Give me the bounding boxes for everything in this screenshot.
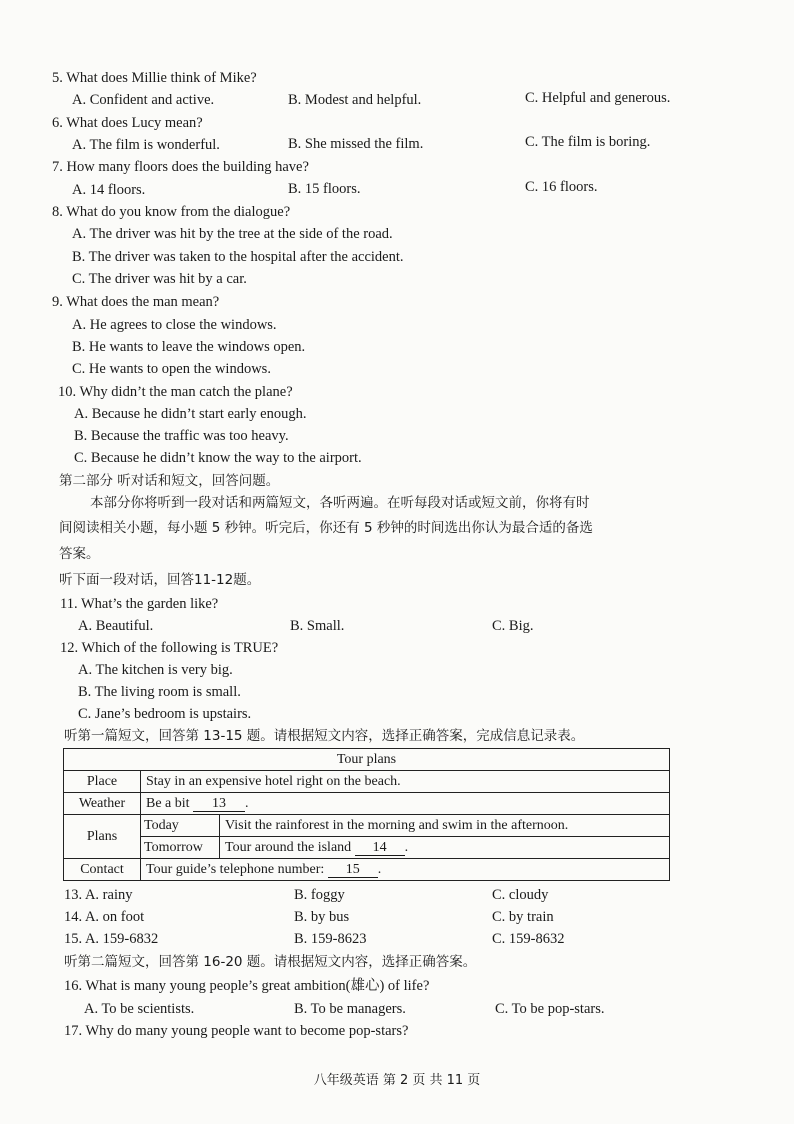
question-stem: 10. Why didn’t the man catch the plane?: [58, 384, 293, 400]
section-intro: 本部分你将听到一段对话和两篇短文，各听两遍。在听每段对话或短文前，你将有时: [90, 495, 590, 511]
option-b[interactable]: B. Because the traffic was too heavy.: [74, 428, 289, 444]
option-b[interactable]: B. He wants to leave the windows open.: [72, 339, 306, 355]
option-b[interactable]: B. The living room is small.: [78, 684, 241, 700]
section-intro: 间阅读相关小题，每小题 5 秒钟。听完后，你还有 5 秒钟的时间选出你认为最合适的备选: [59, 520, 593, 536]
option-b[interactable]: B. Modest and helpful.: [288, 92, 422, 108]
option-c[interactable]: C. Jane’s bedroom is upstairs.: [78, 706, 252, 722]
passage2-instruction: 听第二篇短文，回答第 16-20 题。请根据短文内容，选择正确答案。: [64, 954, 477, 970]
option-a[interactable]: 13. A. rainy: [64, 887, 133, 903]
option-c[interactable]: C. The film is boring.: [525, 134, 651, 150]
option-b[interactable]: B. 15 floors.: [288, 181, 361, 197]
weather-value: Be a bit 13 .: [141, 793, 670, 815]
row-label-today: Today: [141, 815, 220, 837]
option-a[interactable]: A. He agrees to close the windows.: [72, 317, 277, 333]
row-label-contact: Contact: [64, 859, 141, 881]
contact-value: Tour guide’s telephone number: 15 .: [141, 859, 670, 881]
option-a[interactable]: 15. A. 159-6832: [64, 931, 159, 947]
option-b[interactable]: B. 159-8623: [294, 931, 367, 947]
tomorrow-value: Tour around the island 14 .: [220, 837, 670, 859]
option-b[interactable]: B. foggy: [294, 887, 345, 903]
option-a[interactable]: A. Beautiful.: [78, 618, 154, 634]
section-intro: 答案。: [59, 546, 100, 562]
row-label-plans: Plans: [64, 815, 141, 859]
dialogue-instruction: 听下面一段对话，回答11-12题。: [59, 572, 261, 588]
question-stem: 7. How many floors does the building have?: [52, 159, 309, 175]
question-stem: 16. What is many young people’s great ambition(雄心) of life?: [64, 978, 430, 994]
option-a[interactable]: A. Confident and active.: [72, 92, 215, 108]
option-c[interactable]: C. Helpful and generous.: [525, 90, 671, 106]
option-c[interactable]: C. To be pop-stars.: [495, 1001, 605, 1017]
row-label-place: Place: [64, 771, 141, 793]
passage1-instruction: 听第一篇短文，回答第 13-15 题。请根据短文内容，选择正确答案，完成信息记录表。: [64, 728, 585, 744]
answer-blank-15[interactable]: 15: [328, 862, 378, 878]
option-c[interactable]: C. by train: [492, 909, 554, 925]
table-title: Tour plans: [64, 749, 670, 771]
option-b[interactable]: B. by bus: [294, 909, 350, 925]
option-c[interactable]: C. Because he didn’t know the way to the airport.: [74, 450, 362, 466]
row-label-weather: Weather: [64, 793, 141, 815]
option-a[interactable]: A. 14 floors.: [72, 182, 146, 198]
question-stem: 17. Why do many young people want to become pop-stars?: [64, 1023, 409, 1039]
option-c[interactable]: C. 159-8632: [492, 931, 565, 947]
option-c[interactable]: C. Big.: [492, 618, 534, 634]
question-stem: 9. What does the man mean?: [52, 294, 220, 310]
option-b[interactable]: B. She missed the film.: [288, 136, 424, 152]
option-c[interactable]: C. cloudy: [492, 887, 549, 903]
option-a[interactable]: A. The driver was hit by the tree at the side of the road.: [72, 226, 393, 242]
option-a[interactable]: A. The film is wonderful.: [72, 137, 220, 153]
option-c[interactable]: C. 16 floors.: [525, 179, 598, 195]
place-value: Stay in an expensive hotel right on the beach.: [141, 771, 670, 793]
today-value: Visit the rainforest in the morning and swim in the afternoon.: [220, 815, 670, 837]
question-stem: 6. What does Lucy mean?: [52, 115, 203, 131]
option-b[interactable]: B. The driver was taken to the hospital after the accident.: [72, 249, 404, 265]
option-a[interactable]: A. The kitchen is very big.: [78, 662, 233, 678]
question-stem: 11. What’s the garden like?: [60, 596, 219, 612]
option-a[interactable]: A. Because he didn’t start early enough.: [74, 406, 307, 422]
option-b[interactable]: B. Small.: [290, 618, 345, 634]
option-a[interactable]: A. To be scientists.: [84, 1001, 195, 1017]
option-a[interactable]: 14. A. on foot: [64, 909, 145, 925]
option-b[interactable]: B. To be managers.: [294, 1001, 406, 1017]
option-c[interactable]: C. The driver was hit by a car.: [72, 271, 247, 287]
section-heading: 第二部分 听对话和短文，回答问题。: [59, 473, 280, 489]
tour-plans-table: [63, 748, 670, 881]
option-c[interactable]: C. He wants to open the windows.: [72, 361, 271, 377]
answer-blank-14[interactable]: 14: [355, 840, 405, 856]
question-stem: 5. What does Millie think of Mike?: [52, 70, 257, 86]
page-footer: 八年级英语 第 2 页 共 11 页: [313, 1073, 481, 1088]
question-stem: 12. Which of the following is TRUE?: [60, 640, 279, 656]
question-stem: 8. What do you know from the dialogue?: [52, 204, 291, 220]
answer-blank-13[interactable]: 13: [193, 796, 245, 812]
row-label-tomorrow: Tomorrow: [141, 837, 220, 859]
